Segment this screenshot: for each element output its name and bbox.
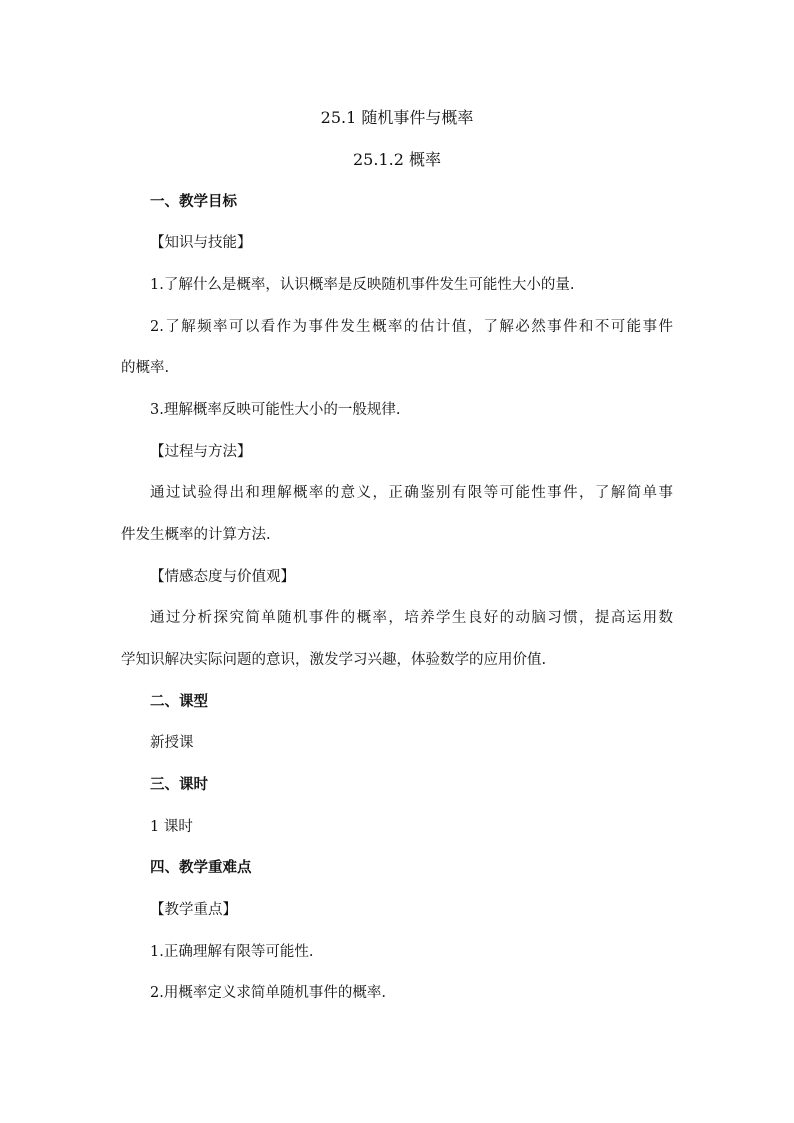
document-subtitle: 25.1.2 概率 [353,150,441,169]
emotion-values-line-2: 学知识解决实际问题的意识，激发学习兴趣，体验数学的应用价值. [121,652,547,668]
emotion-values-line-1: 通过分析探究简单随机事件的概率，培养学生良好的动脑习惯，提高运用数 [150,610,673,626]
emotion-values-label: 【情感态度与价值观】 [150,569,295,585]
teaching-key-points-label: 【教学重点】 [150,902,237,918]
section-heading-teaching-goals: 一、教学目标 [150,193,237,210]
key-point-item-2: 2.用概率定义求简单随机事件的概率. [150,985,386,1001]
knowledge-item-1: 1.了解什么是概率，认识概率是反映随机事件发生可能性大小的量. [150,277,575,293]
process-method-line-1: 通过试验得出和理解概率的意义，正确鉴别有限等可能性事件，了解简单事 [150,485,673,501]
section-heading-class-hours: 三、课时 [150,776,208,793]
process-method-line-2: 件发生概率的计算方法. [121,527,271,543]
process-method-label: 【过程与方法】 [150,444,252,460]
knowledge-skills-label: 【知识与技能】 [150,235,252,251]
key-point-item-1: 1.正确理解有限等可能性. [150,944,314,960]
document-title: 25.1 随机事件与概率 [320,108,474,127]
knowledge-item-2-line-1: 2.了解频率可以看作为事件发生概率的估计值，了解必然事件和不可能事件 [150,319,673,335]
section-heading-lesson-type: 二、课型 [150,693,208,710]
class-hours-value: 1 课时 [150,819,193,835]
knowledge-item-2-line-2: 的概率. [121,360,170,376]
lesson-type-value: 新授课 [150,735,194,751]
section-heading-key-difficult-points: 四、教学重难点 [150,859,252,876]
knowledge-item-3: 3.理解概率反映可能性大小的一般规律. [150,402,401,418]
